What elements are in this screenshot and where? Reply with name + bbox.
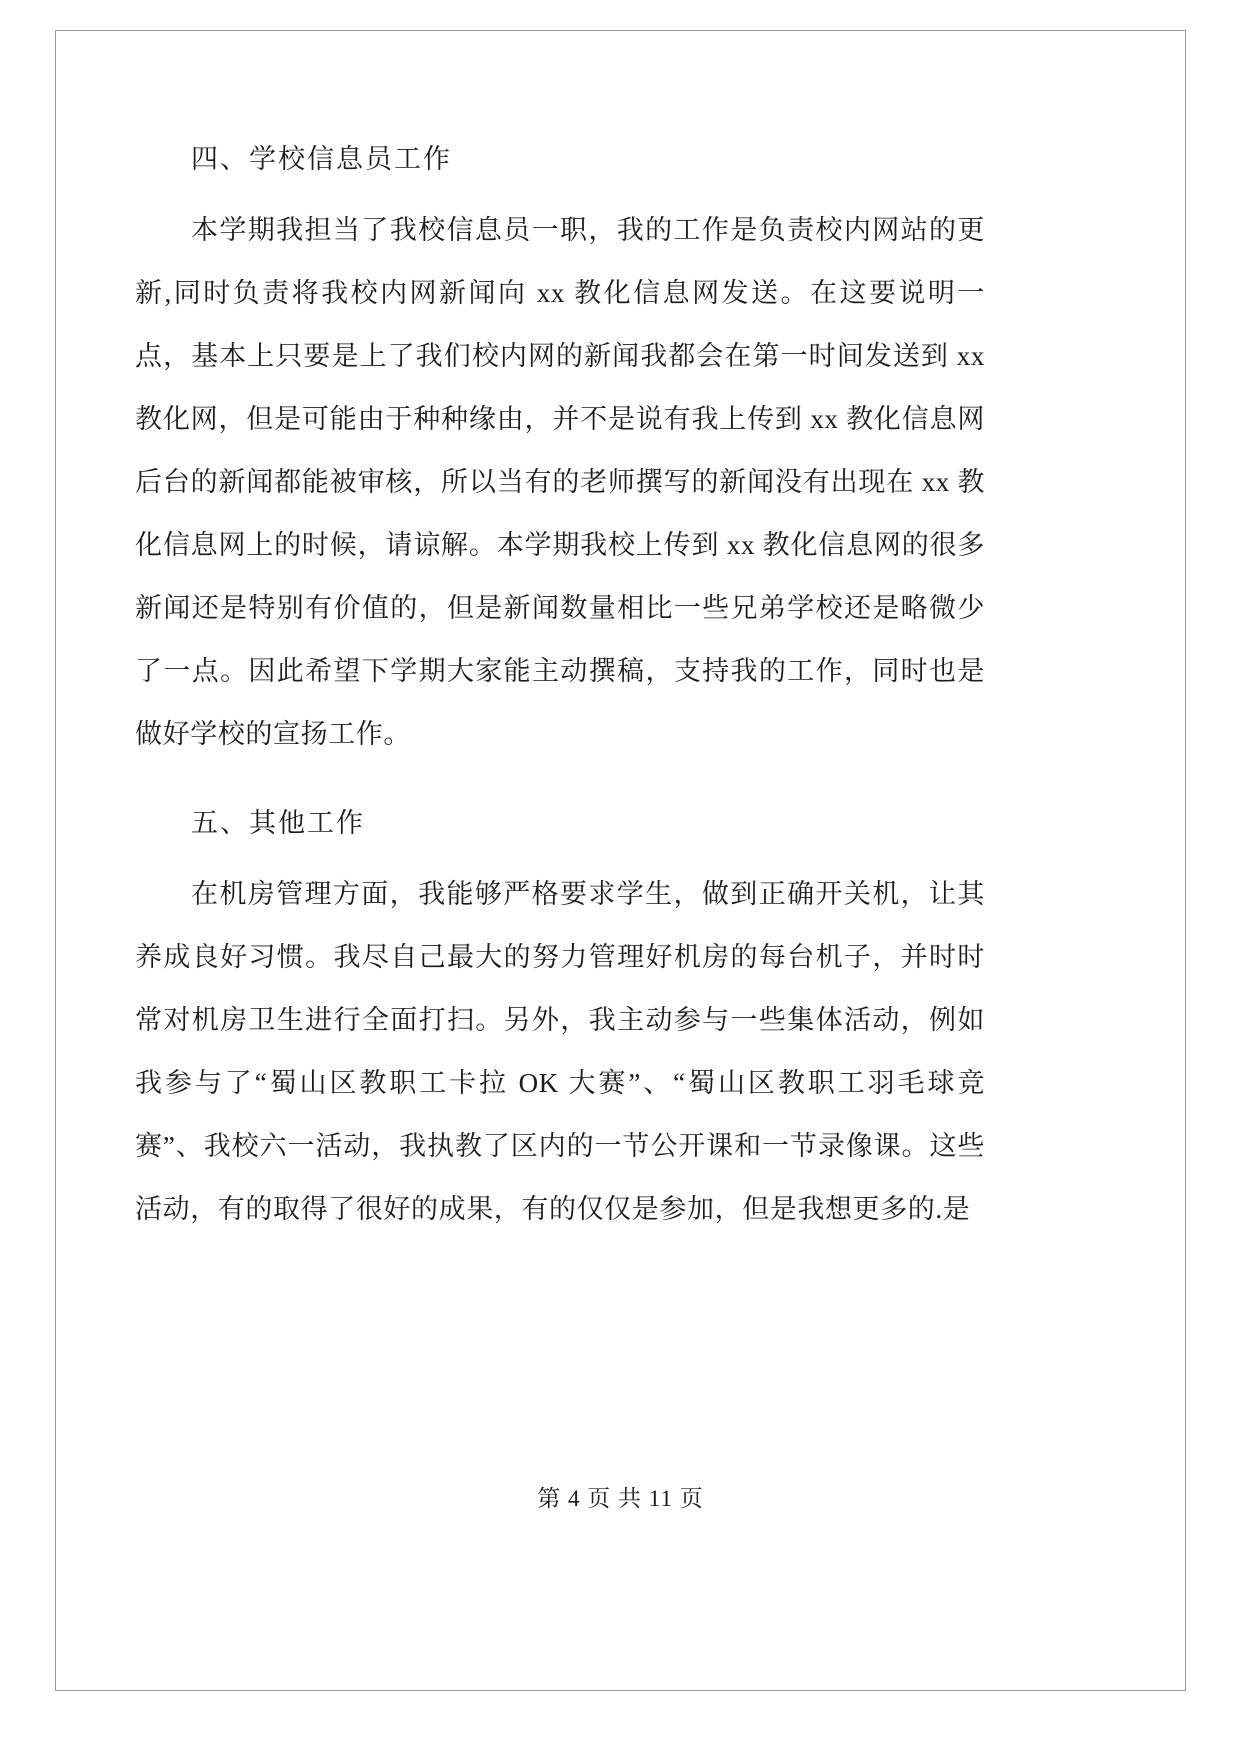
section-five-body: 在机房管理方面，我能够严格要求学生，做到正确开关机，让其养成良好习惯。我尽自己最大的努力管理好机房的每台机子，并时时常对机房卫生进行全面打扫。另外，我主动参与一些集体活动，例如我参与了“蜀山区教职工卡拉 OK 大赛”、“蜀山区教职工羽毛球竞赛”、我校六一活动，我执教了区内的一节公开课和一节录像课。这些活动，有的取得了很好的成果，有的仅仅是参加，但是我想更多的.是 (135, 879, 985, 1224)
document-body (135, 128, 993, 1247)
section-heading-five: 五、其他工作 (191, 808, 365, 838)
paragraph-spacer (135, 772, 985, 792)
section-heading-four: 四、学校信息员工作 (191, 144, 452, 174)
page-footer: 第 4 页 共 11 页 (537, 1486, 704, 1511)
section-four-body: 本学期我担当了我校信息员一职，我的工作是负责校内网站的更新,同时负责将我校内网新闻向 xx 教化信息网发送。在这要说明一点，基本上只要是上了我们校内网的新闻我都会在第一时间发送到 xx 教化网，但是可能由于种种缘由，并不是说有我上传到 xx 教化信息网后台的新闻都能被审核，所以当有的老师撰写的新闻没有出现在 xx 教化信息网上的时候，请谅解。本学期我校上传到 xx 教化信息网的很多新闻还是特别有价值的，但是新闻数量相比一些兄弟学校还是略微少了一点。因此希望下学期大家能主动撰稿，支持我的工作，同时也是做好学校的宣扬工作。 (135, 215, 993, 749)
